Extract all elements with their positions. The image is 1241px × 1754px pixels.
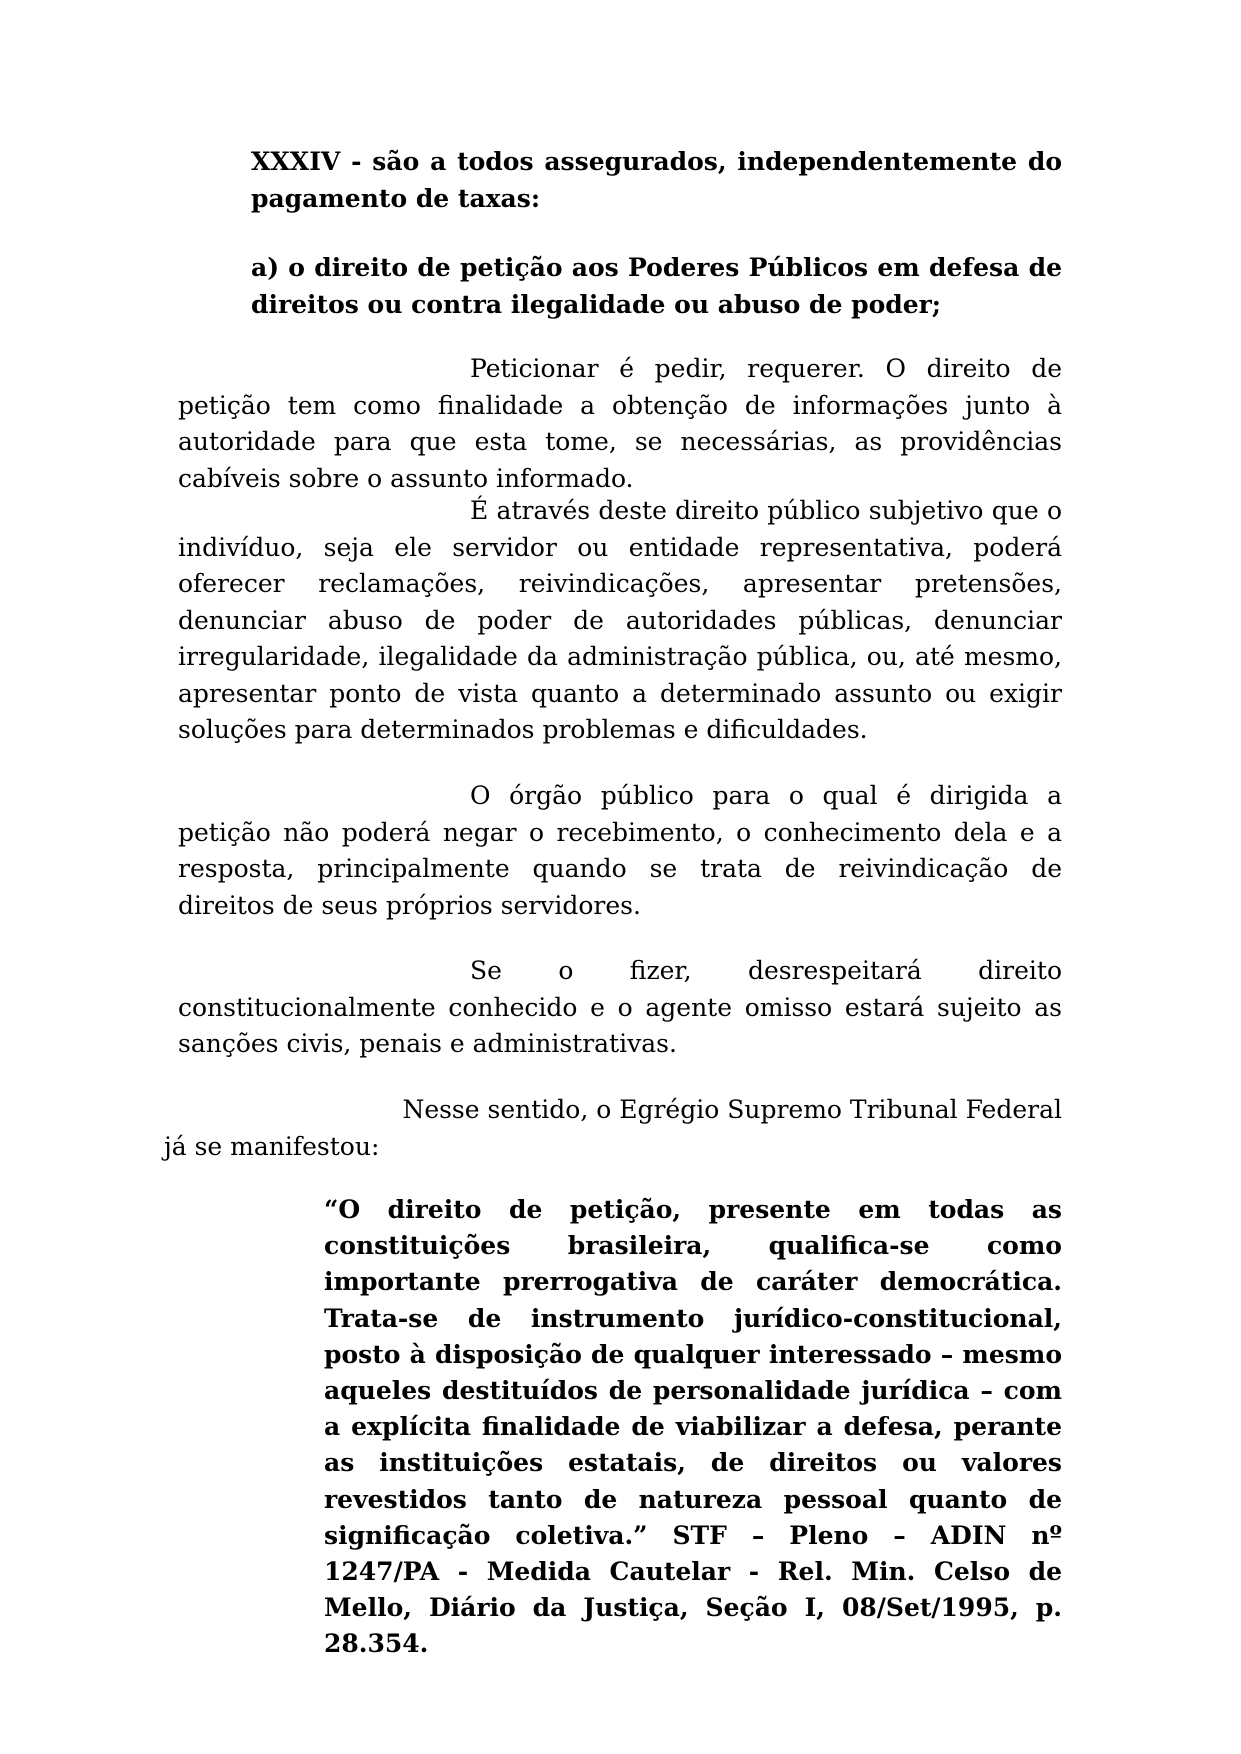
body-paragraph-4: Se o fizer, desrespeitará direito constitucionalmente conhecido e o agente omisso estará sujeito as sanções civis, penais e administrativas.: [178, 956, 1062, 1058]
intro-line-1: Nesse sentido, o Egrégio Supremo Tribunal Federal: [402, 1095, 1062, 1124]
intro-paragraph: [164, 1092, 1062, 1165]
body-paragraph-2: É através deste direito público subjetivo que o indivíduo, seja ele servidor ou entidade representativa, poderá oferecer reclamações, reivindicações, apresentar pretensões, denunciar abuso de poder de autoridades públicas, denunciar irregularidade, ilegalidade da administração pública, ou, até mesmo, apresentar ponto de vista quanto a determinado assunto ou exigir soluções para determinados problemas e dificuldades.: [178, 496, 1062, 744]
jurisprudence-quote: “O direito de petição, presente em todas as constituições brasileira, qualifica-se como importante prerrogativa de caráter democrática. Trata-se de instrumento jurídico-constitucional, posto à disposição de qualquer interessado – mesmo aqueles destituídos de personalidade jurídica – com a explícita finalidade de viabilizar a defesa, perante as instituições estatais, de direitos ou valores revestidos tanto de natureza pessoal quanto de significação coletiva.” STF – Pleno – ADIN nº 1247/PA - Medida Cautelar - Rel. Min. Celso de Mello, Diário da Justiça, Seção I, 08/Set/1995, p. 28.354.: [324, 1195, 1062, 1659]
article-item-a: a) o direito de petição aos Poderes Públicos em defesa de direitos ou contra ilegalidade ou abuso de poder;: [251, 253, 1062, 319]
body-paragraph-1: Peticionar é pedir, requerer. O direito de petição tem como finalidade a obtenção de informações junto à autoridade para que esta tome, se necessárias, as providências cabíveis sobre o assunto informado.: [178, 354, 1062, 493]
body-paragraph-3: O órgão público para o qual é dirigida a petição não poderá negar o recebimento, o conhecimento dela e a resposta, principalmente quando se trata de reivindicação de direitos de seus próprios servidores.: [178, 781, 1062, 920]
intro-line-2: já se manifestou:: [164, 1131, 380, 1161]
article-heading: XXXIV - são a todos assegurados, independentemente do pagamento de taxas:: [251, 147, 1062, 213]
